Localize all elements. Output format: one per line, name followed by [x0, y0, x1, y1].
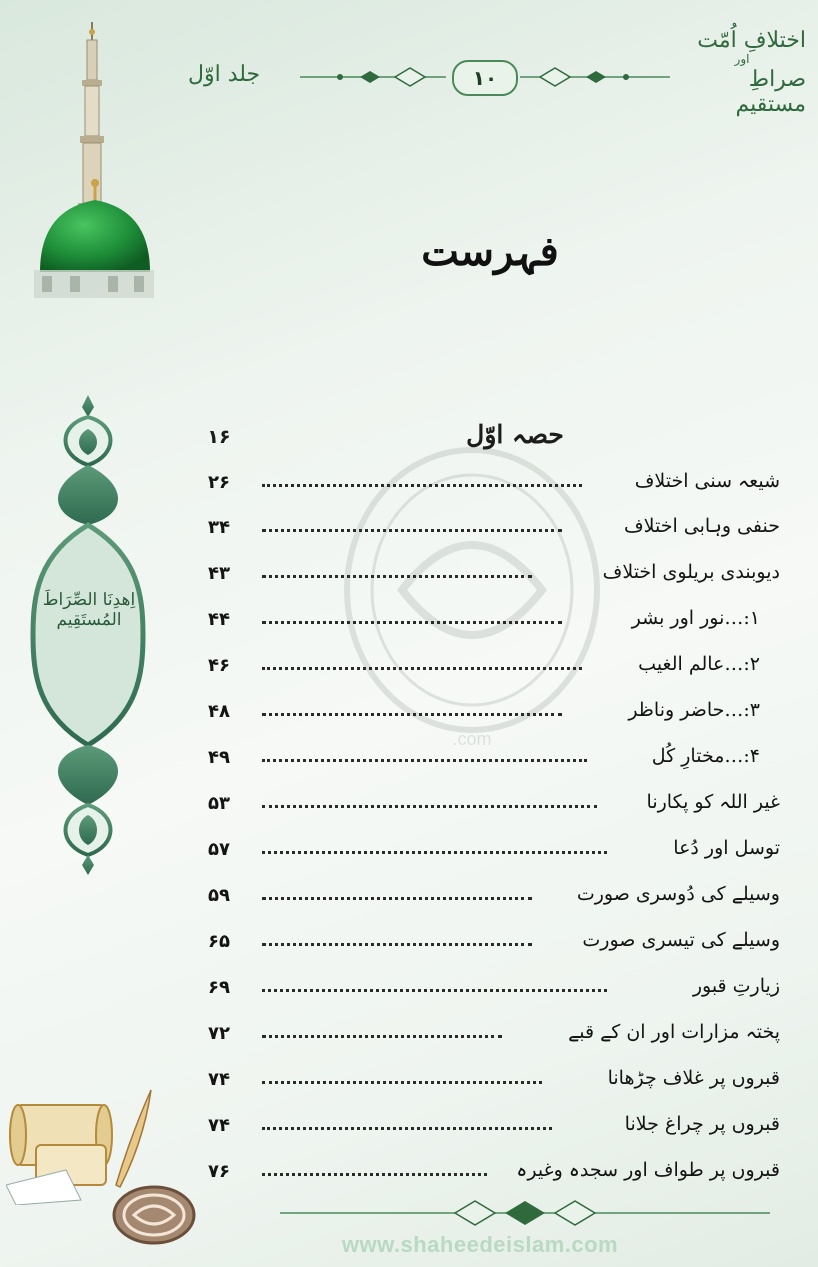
book-title — [678, 28, 806, 118]
toc-entry-title: دیوبندی بریلوی اختلاف — [602, 561, 780, 583]
toc-section-heading: حصہ اوّل — [466, 420, 564, 449]
toc-entry-page: ۷۴ — [208, 1115, 230, 1136]
toc-leader-dots — [262, 851, 607, 854]
toc-entry — [190, 470, 780, 500]
toc-entry-title: حنفی وہابی اختلاف — [623, 515, 780, 537]
toc-entry-title: قبروں پر چراغ جلانا — [624, 1113, 780, 1135]
toc-entry-title: قبروں پر طواف اور سجدہ وغیرہ — [516, 1159, 780, 1181]
side-ornament-calligraphy: اِھدِنَا الصِّرَاطَ المُستَقِیم — [42, 590, 136, 631]
toc-leader-dots — [262, 529, 562, 532]
toc-entry-title: غیر اللہ کو پکارنا — [646, 791, 780, 813]
volume-label: جلد اوّل — [188, 62, 261, 87]
toc-entry — [190, 745, 780, 775]
toc-entry — [190, 837, 780, 867]
toc-leader-dots — [262, 1035, 502, 1038]
toc-entry-title: وسیلے کی تیسری صورت — [582, 929, 780, 951]
toc-entry-title: ۴:…مختارِ کُل — [651, 745, 760, 767]
toc-entry-page: ۵۹ — [208, 885, 230, 906]
toc-entry-page: ۵۷ — [208, 839, 230, 860]
toc-entry-page: ۶۹ — [208, 977, 230, 998]
page-number-badge: ۱۰ — [452, 60, 518, 96]
toc-entry-title: شیعہ سنی اختلاف — [634, 470, 780, 492]
toc-entry-title: ۱:…نور اور بشر — [631, 607, 760, 629]
toc-entry-title: پختہ مزارات اور ان کے قبے — [568, 1021, 780, 1043]
header-ornament-right — [520, 66, 670, 88]
toc-entry-page: ۷۶ — [208, 1161, 230, 1182]
toc-leader-dots — [262, 621, 562, 624]
toc-section-page: ۱۶ — [207, 426, 231, 448]
toc-entry — [190, 1159, 780, 1189]
toc-entry-title: ۳:…حاضر وناظر — [628, 699, 760, 721]
toc-entry — [190, 1113, 780, 1143]
toc-entry-page: ۴۳ — [208, 563, 230, 584]
toc-leader-dots — [262, 1081, 542, 1084]
toc-entry-title: قبروں پر غلاف چڑھانا — [607, 1067, 780, 1089]
toc-entry-title: وسیلے کی دُوسری صورت — [576, 883, 780, 905]
toc-entry — [190, 607, 780, 637]
watermark-text: .com — [452, 729, 492, 749]
toc-entry — [190, 1021, 780, 1051]
stamp-seal — [112, 1185, 196, 1245]
toc-leader-dots — [262, 1127, 552, 1130]
toc-entry-page: ۷۲ — [208, 1023, 230, 1044]
toc-leader-dots — [262, 713, 562, 716]
toc-leader-dots — [262, 759, 587, 762]
toc-leader-dots — [262, 897, 532, 900]
toc-entry-page: ۷۴ — [208, 1069, 230, 1090]
toc-leader-dots — [262, 484, 582, 487]
toc-leader-dots — [262, 667, 582, 670]
minaret-dome-image — [20, 10, 160, 310]
toc-entry-page: ۲۶ — [208, 472, 230, 493]
book-title-line1: اختلافِ اُمّت — [697, 28, 806, 53]
toc-leader-dots — [262, 943, 532, 946]
toc-entry-page: ۴۸ — [208, 701, 230, 722]
side-ornament — [28, 395, 148, 875]
toc-leader-dots — [262, 1173, 487, 1176]
toc-entry-title: ۲:…عالم الغیب — [638, 653, 760, 675]
toc-entry-page: ۵۳ — [208, 793, 230, 814]
book-title-conjunction: اور — [734, 52, 750, 67]
toc-leader-dots — [262, 575, 532, 578]
toc-entry-page: ۳۴ — [208, 517, 230, 538]
toc-leader-dots — [262, 805, 597, 808]
toc-entry-title: توسل اور دُعا — [673, 837, 780, 859]
toc-entry — [190, 883, 780, 913]
toc-entry-page: ۴۹ — [208, 747, 230, 768]
toc-leader-dots — [262, 989, 607, 992]
toc-entry — [190, 699, 780, 729]
toc-entry — [190, 561, 780, 591]
toc-entry — [190, 653, 780, 683]
toc-entry-page: ۴۴ — [208, 609, 230, 630]
toc-entry — [190, 929, 780, 959]
book-title-line2: صراطِ مستقیم — [735, 67, 806, 118]
toc-entry-page: ۴۶ — [208, 655, 230, 676]
toc-entry-page: ۶۵ — [208, 931, 230, 952]
footer-website: www.shaheedeislam.com — [341, 1232, 619, 1257]
toc-entry — [190, 515, 780, 545]
toc-entry — [190, 791, 780, 821]
header-ornament-left — [300, 66, 446, 88]
toc-entry — [190, 1067, 780, 1097]
page-heading: فہرست — [421, 228, 559, 275]
toc-entry — [190, 975, 780, 1005]
toc-entry-title: زیارتِ قبور — [692, 975, 780, 997]
footer-ornament — [280, 1198, 770, 1228]
